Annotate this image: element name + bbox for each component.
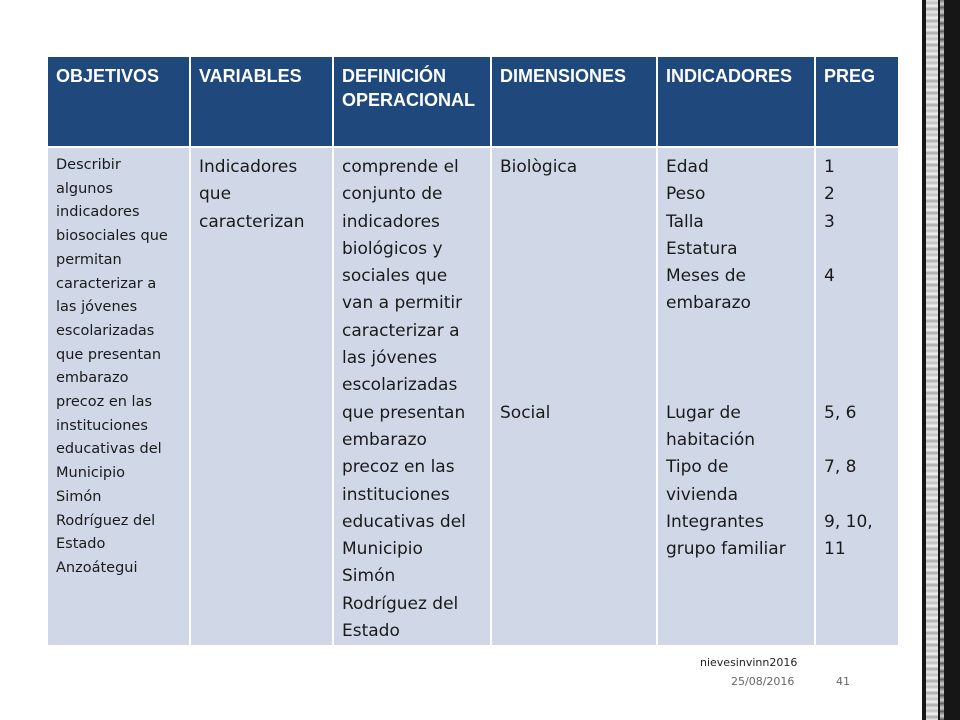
spacer xyxy=(824,482,890,509)
definicion-line: caracterizar a xyxy=(342,320,460,341)
header-definicion-line1: DEFINICIÓN xyxy=(342,66,447,86)
header-variables: VARIABLES xyxy=(190,56,333,147)
objetivo-line: caracterizar a xyxy=(56,275,157,292)
cell-dimensiones xyxy=(491,147,657,646)
objetivo-line: Rodríguez del xyxy=(56,512,156,529)
cell-indicadores xyxy=(657,147,815,646)
definicion-line: educativas del xyxy=(342,511,466,532)
pregunta-line: 9, 10, xyxy=(824,511,873,532)
definicion-line: Simón xyxy=(342,566,396,587)
indicador-line: Talla xyxy=(666,211,704,232)
pregunta-line: 5, 6 xyxy=(824,402,857,423)
objetivo-line: Simón xyxy=(56,488,102,505)
dimension-social: Social xyxy=(500,402,551,423)
objetivo-line: Anzoátegui xyxy=(56,559,138,576)
pregunta-line: 7, 8 xyxy=(824,457,857,478)
indicador-line: vivienda xyxy=(666,484,739,505)
indicador-line: Estatura xyxy=(666,238,738,259)
definicion-line: sociales que xyxy=(342,266,448,287)
dimension-biologica: Biològica xyxy=(500,157,578,177)
objetivo-line: Describir xyxy=(56,157,121,173)
objetivo-line: las jóvenes xyxy=(56,299,138,316)
definicion-line: Estado xyxy=(342,621,400,642)
spacer xyxy=(824,290,890,317)
spacer xyxy=(500,345,648,372)
spacer xyxy=(666,372,806,399)
definicion-line: biológicos y xyxy=(342,238,443,259)
operationalization-table xyxy=(46,55,900,647)
indicador-line: Peso xyxy=(666,184,706,205)
objetivo-line: permitan xyxy=(56,251,122,268)
definicion-line: van a permitir xyxy=(342,293,463,314)
spacer xyxy=(500,318,648,345)
objetivo-line: indicadores xyxy=(56,204,140,221)
spacer xyxy=(500,181,648,208)
indicador-line: grupo familiar xyxy=(666,539,786,560)
indicador-line: habitación xyxy=(666,429,756,450)
spacer xyxy=(824,236,890,263)
header-objetivos: OBJETIVOS xyxy=(47,56,190,147)
spacer xyxy=(666,318,806,345)
header-indicadores: INDICADORES xyxy=(657,56,815,147)
objetivo-line: precoz en las xyxy=(56,394,153,411)
objetivo-line: algunos xyxy=(56,180,113,197)
definicion-line: Rodríguez del xyxy=(342,593,459,614)
header-preg: PREG xyxy=(815,56,899,147)
definicion-line: comprende el xyxy=(342,157,459,177)
spacer xyxy=(500,209,648,236)
variable-line: que xyxy=(199,184,232,205)
indicador-line: embarazo xyxy=(666,293,751,314)
objetivo-line: instituciones xyxy=(56,417,148,434)
footer-page-number: 41 xyxy=(836,675,850,688)
spacer xyxy=(824,427,890,454)
variable-line: Indicadores xyxy=(199,157,298,177)
spacer xyxy=(500,372,648,399)
spacer xyxy=(824,372,890,399)
pregunta-line: 4 xyxy=(824,266,835,287)
pregunta-line: 11 xyxy=(824,539,846,560)
spacer xyxy=(500,236,648,263)
definicion-line: instituciones xyxy=(342,484,450,505)
spacer xyxy=(824,318,890,345)
objetivo-line: educativas del xyxy=(56,441,162,458)
objetivo-line: que presentan xyxy=(56,346,162,363)
spacer xyxy=(500,263,648,290)
objetivo-line: embarazo xyxy=(56,370,129,387)
header-definicion-line2: OPERACIONAL xyxy=(342,90,476,110)
objetivo-line: Estado xyxy=(56,536,106,553)
definicion-line: que presentan xyxy=(342,402,466,423)
decorative-border-texture xyxy=(940,0,944,720)
indicador-line: Lugar de xyxy=(666,402,741,423)
cell-preg xyxy=(815,147,899,646)
cell-variable xyxy=(190,147,333,646)
pregunta-line: 2 xyxy=(824,184,835,205)
variable-line: caracterizan xyxy=(199,211,305,232)
pregunta-line: 1 xyxy=(824,157,835,177)
objetivo-line: Municipio xyxy=(56,465,126,482)
footer-author: nievesinvinn2016 xyxy=(700,656,798,669)
definicion-line: conjunto de xyxy=(342,184,443,205)
cell-objetivo xyxy=(47,147,190,646)
header-dimensiones: DIMENSIONES xyxy=(491,56,657,147)
definicion-line: escolarizadas xyxy=(342,375,458,396)
definicion-line: las jóvenes xyxy=(342,348,438,369)
indicador-line: Edad xyxy=(666,157,709,177)
definicion-line: embarazo xyxy=(342,429,427,450)
definicion-line: indicadores xyxy=(342,211,440,232)
footer-date: 25/08/2016 xyxy=(731,675,795,688)
definicion-line: precoz en las xyxy=(342,457,455,478)
table-row xyxy=(47,147,899,646)
indicador-line: Tipo de xyxy=(666,457,729,478)
spacer xyxy=(824,345,890,372)
objetivo-line: biosociales que xyxy=(56,228,168,245)
decorative-border-texture xyxy=(926,0,938,720)
objetivo-line: escolarizadas xyxy=(56,322,155,339)
indicador-line: Meses de xyxy=(666,266,746,287)
pregunta-line: 3 xyxy=(824,211,835,232)
header-row xyxy=(47,56,899,147)
spacer xyxy=(500,290,648,317)
header-definicion xyxy=(333,56,491,147)
definicion-line: Municipio xyxy=(342,539,423,560)
indicador-line: Integrantes xyxy=(666,511,764,532)
cell-definicion xyxy=(333,147,491,646)
spacer xyxy=(666,345,806,372)
